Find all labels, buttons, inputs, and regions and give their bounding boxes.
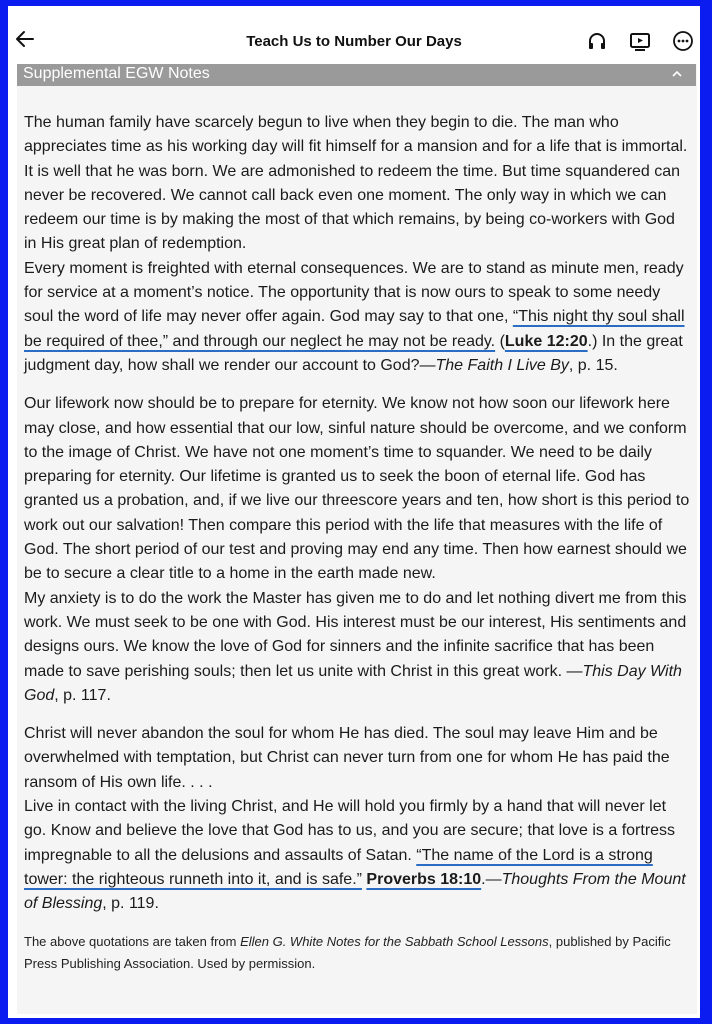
book-title: Thoughts From the Mount of Blessing [24,870,686,913]
text-span: Live in contact with the living Christ, and He will hold you firmly by a hand that will never let go. Know and believe the love that God has to us, and you are secure; that love is a fortress impregnable to all the delusions and assaults of Satan. [24,798,676,864]
text-span: , published by Pacific Press Publishing Association. Used by permission. [24,933,671,971]
headphones-icon[interactable] [586,30,608,52]
paragraph-text [24,587,690,708]
more-options-icon[interactable] [672,30,694,52]
text-span: .— [481,870,502,888]
paragraph-2 [24,392,690,708]
page-reference: , p. 119. [102,895,159,913]
text-span: .) [587,332,598,350]
top-nav-bar [8,6,700,64]
text-span: ( [495,332,505,350]
scripture-link-proverbs[interactable]: Proverbs 18:10 [366,870,482,888]
paragraph-text: Christ will never abandon the soul for whom He has died. The soul may leave Him and be overwhelmed with temptation, but Christ can never turn from one for whom He has paid the ransom of His own life. . . . [24,725,670,791]
text-span: The above quotations are taken from [24,933,241,949]
video-play-icon[interactable] [629,30,651,52]
page-title: Teach Us to Number Our Days [246,33,462,50]
book-title: The Faith I Live By [435,356,569,374]
text-span: Every moment is freighted with eternal consequences. We are to stand as minute men, ready for service at a moment’s notice. The opportunity that is now ours to speak to some needy soul the word of life may never offer again. God may say to that one, [24,259,684,326]
text-span: In the great judgment day, how shall we render our account to God?— [24,332,683,374]
paragraph-text [24,795,690,916]
chevron-up-icon[interactable] [670,67,684,81]
text-span: My anxiety is to do the work the Master has given me to do and let nothing divert me from this work. We must seek to be one with God. His interest must be our interest, His sentiments and designs ours. We know the love of God for sinners and the infinite sacrifice that has been made to save perishing souls; then let us unite with Christ in this great work. — [24,589,687,680]
book-title: Ellen G. White Notes for the Sabbath School Lessons [240,933,549,949]
notes-text [24,111,690,975]
highlighted-quote[interactable]: “This night thy soul shall be required of thee,” and through our neglect he may not be ready. [24,308,685,350]
paragraph-text: The human family have scarcely begun to live when they begin to die. The man who appreciates time as his working day will fit himself for a mansion and for a life that is immortal. It is well that he was born. We are admonished to redeem the time. But time squandered can never be recovered. We cannot call back even one moment. The only way in which we can redeem our time is by making the most of that which remains, by being co-workers with God in His great plan of redemption. [24,114,688,253]
paragraph-text: Our lifework now should be to prepare for eternity. We know not how soon our lifework here may close, and how essential that our low, sinful nature should be overcome, and we conform to the image of Christ. We have not one moment’s time to squander. We need to be daily preparing for eternity. Our lifetime is granted us to seek the boon of eternal life. God has granted us a probation, and, if we live our threescore years and ten, how short is this period to work out our salvation! Then compare this period with the life that measures with the life of God. The short period of our test and proving may end any time. Then how earnest should we be to secure a clear title to a home in the earth made new. [24,395,690,583]
page-reference: , p. 15. [568,356,618,374]
app-window [8,6,700,1018]
page-reference: , p. 117. [54,686,111,704]
paragraph-1 [24,111,690,378]
book-title: This Day With God [24,662,682,704]
reading-content [17,64,697,1014]
copyright-note [24,931,690,975]
section-header[interactable] [17,64,696,86]
paragraph-text [24,257,690,378]
scripture-link-luke[interactable]: Luke 12:20 [504,332,588,350]
section-title: Supplemental EGW Notes [23,65,210,82]
highlighted-quote[interactable]: “The name of the Lord is a strong tower: the righteous runneth into it, and is safe.” [24,846,653,888]
paragraph-3 [24,722,690,916]
